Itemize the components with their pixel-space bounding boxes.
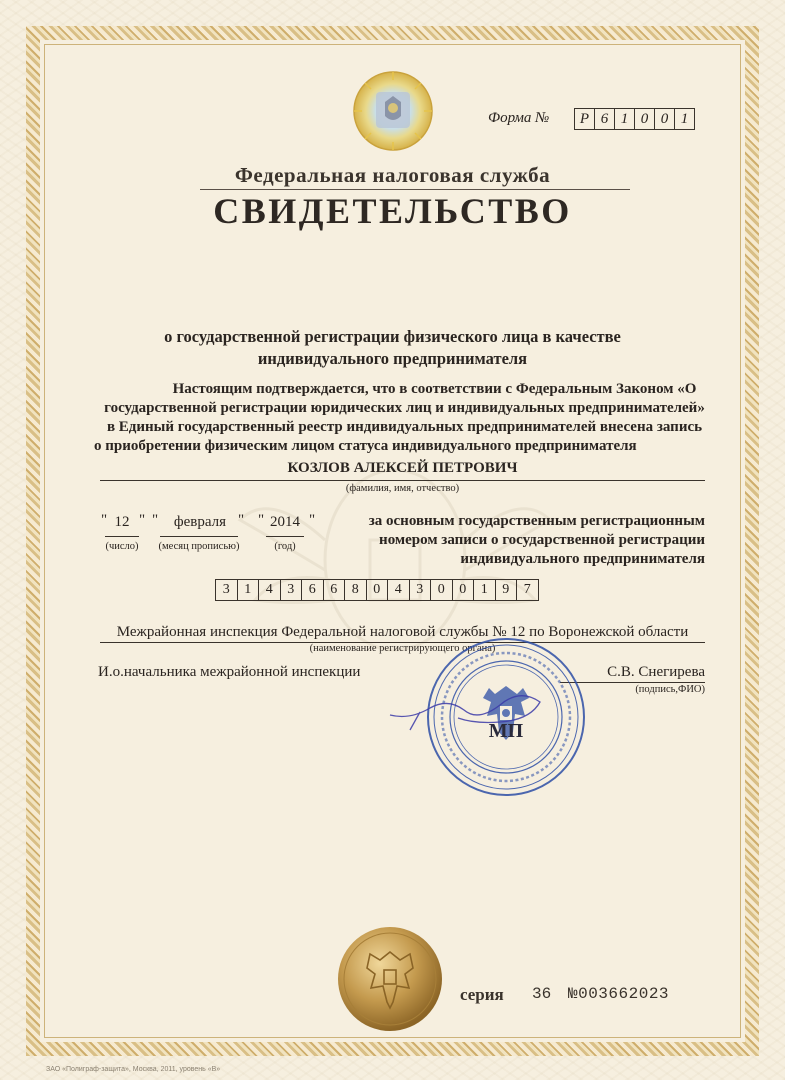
reg-digit: 0 (453, 580, 475, 600)
reg-text-line: индивидуального предпринимателя (460, 551, 705, 567)
year-underline (266, 536, 304, 537)
body-line: государственной регистрации юридических лиц и индивидуальных предпринимателей» (104, 400, 705, 416)
signatory-position: И.о.начальника межрайонной инспекции (98, 664, 361, 680)
reg-digit: 0 (431, 580, 453, 600)
registration-number (215, 579, 539, 601)
subtitle-line: индивидуального предпринимателя (257, 349, 528, 368)
reg-digit: 6 (324, 580, 346, 600)
registration-text (360, 512, 705, 569)
reg-digit: 4 (388, 580, 410, 600)
quote-mark: " (101, 512, 108, 528)
confirmation-text (92, 380, 717, 456)
reg-digit: 3 (216, 580, 238, 600)
reg-digit: 6 (302, 580, 324, 600)
reg-digit: 9 (496, 580, 518, 600)
reg-digit: 0 (367, 580, 389, 600)
form-number-char: 1 (615, 109, 635, 129)
series-number: №003662023 (568, 985, 670, 1003)
form-number-char: Р (575, 109, 595, 129)
reg-text-line: номером записи о государственной регистрации (379, 532, 705, 548)
subtitle-line: о государственной регистрации физического лица в качестве (164, 327, 621, 346)
month-underline (160, 536, 238, 537)
document-title: СВИДЕТЕЛЬСТВО (213, 191, 572, 231)
quote-mark: " (152, 512, 159, 528)
stamp-mark: МП (488, 720, 524, 742)
signatory-name: С.В. Снегирева (607, 664, 705, 680)
hologram-emblem (352, 70, 434, 152)
reg-digit: 8 (345, 580, 367, 600)
person-underline (100, 480, 705, 481)
quote-mark: " (309, 512, 316, 528)
reg-digit: 3 (410, 580, 432, 600)
printer-imprint: ЗАО «Полиграф-защита», Москва, 2011, уровень «В» (46, 1066, 221, 1073)
quote-mark: " (238, 512, 245, 528)
quote-mark: " (139, 512, 146, 528)
handwritten-signature (380, 680, 570, 740)
form-number-char: 0 (635, 109, 655, 129)
reg-digit: 3 (281, 580, 303, 600)
form-label: Форма № (488, 110, 550, 126)
authority-caption: (наименование регистрирующего органа) (309, 643, 496, 654)
gold-seal (335, 924, 445, 1034)
agency-name: Федеральная налоговая служба (234, 163, 551, 187)
day-caption: (число) (105, 541, 139, 552)
month-caption: (месяц прописью) (158, 541, 240, 552)
registering-authority: Межрайонная инспекция Федеральной налоговой службы № 12 по Воронежской области (116, 624, 689, 640)
reg-digit: 4 (259, 580, 281, 600)
person-full-name: КОЗЛОВ АЛЕКСЕЙ ПЕТРОВИЧ (287, 460, 518, 476)
body-line: в Единый государственный реестр индивидуальных предпринимателей внесена запись (106, 419, 703, 435)
document-subtitle (80, 326, 705, 370)
date-month: февраля (173, 514, 227, 530)
quote-mark: " (258, 512, 265, 528)
form-number-char: 0 (655, 109, 675, 129)
body-line: Настоящим подтверждается, что в соответствии с Федеральным Законом «О (172, 381, 697, 397)
form-number (574, 108, 695, 130)
reg-digit: 1 (474, 580, 496, 600)
year-caption: (год) (274, 541, 296, 552)
reg-digit: 1 (238, 580, 260, 600)
person-caption: (фамилия, имя, отчество) (345, 483, 460, 494)
day-underline (105, 536, 139, 537)
series-value: 36 (532, 985, 552, 1003)
body-line: о приобретении физическим лицом статуса индивидуального предпринимателя (94, 438, 637, 454)
signatory-caption: (подпись,ФИО) (635, 684, 705, 695)
form-number-char: 1 (680, 110, 689, 127)
reg-digit: 7 (523, 582, 531, 597)
reg-text-line: за основным государственным регистрационным (368, 513, 705, 529)
date-day: 12 (114, 514, 130, 530)
date-year: 2014 (270, 514, 300, 530)
series-label: серия (460, 985, 504, 1004)
form-number-char: 6 (595, 109, 615, 129)
